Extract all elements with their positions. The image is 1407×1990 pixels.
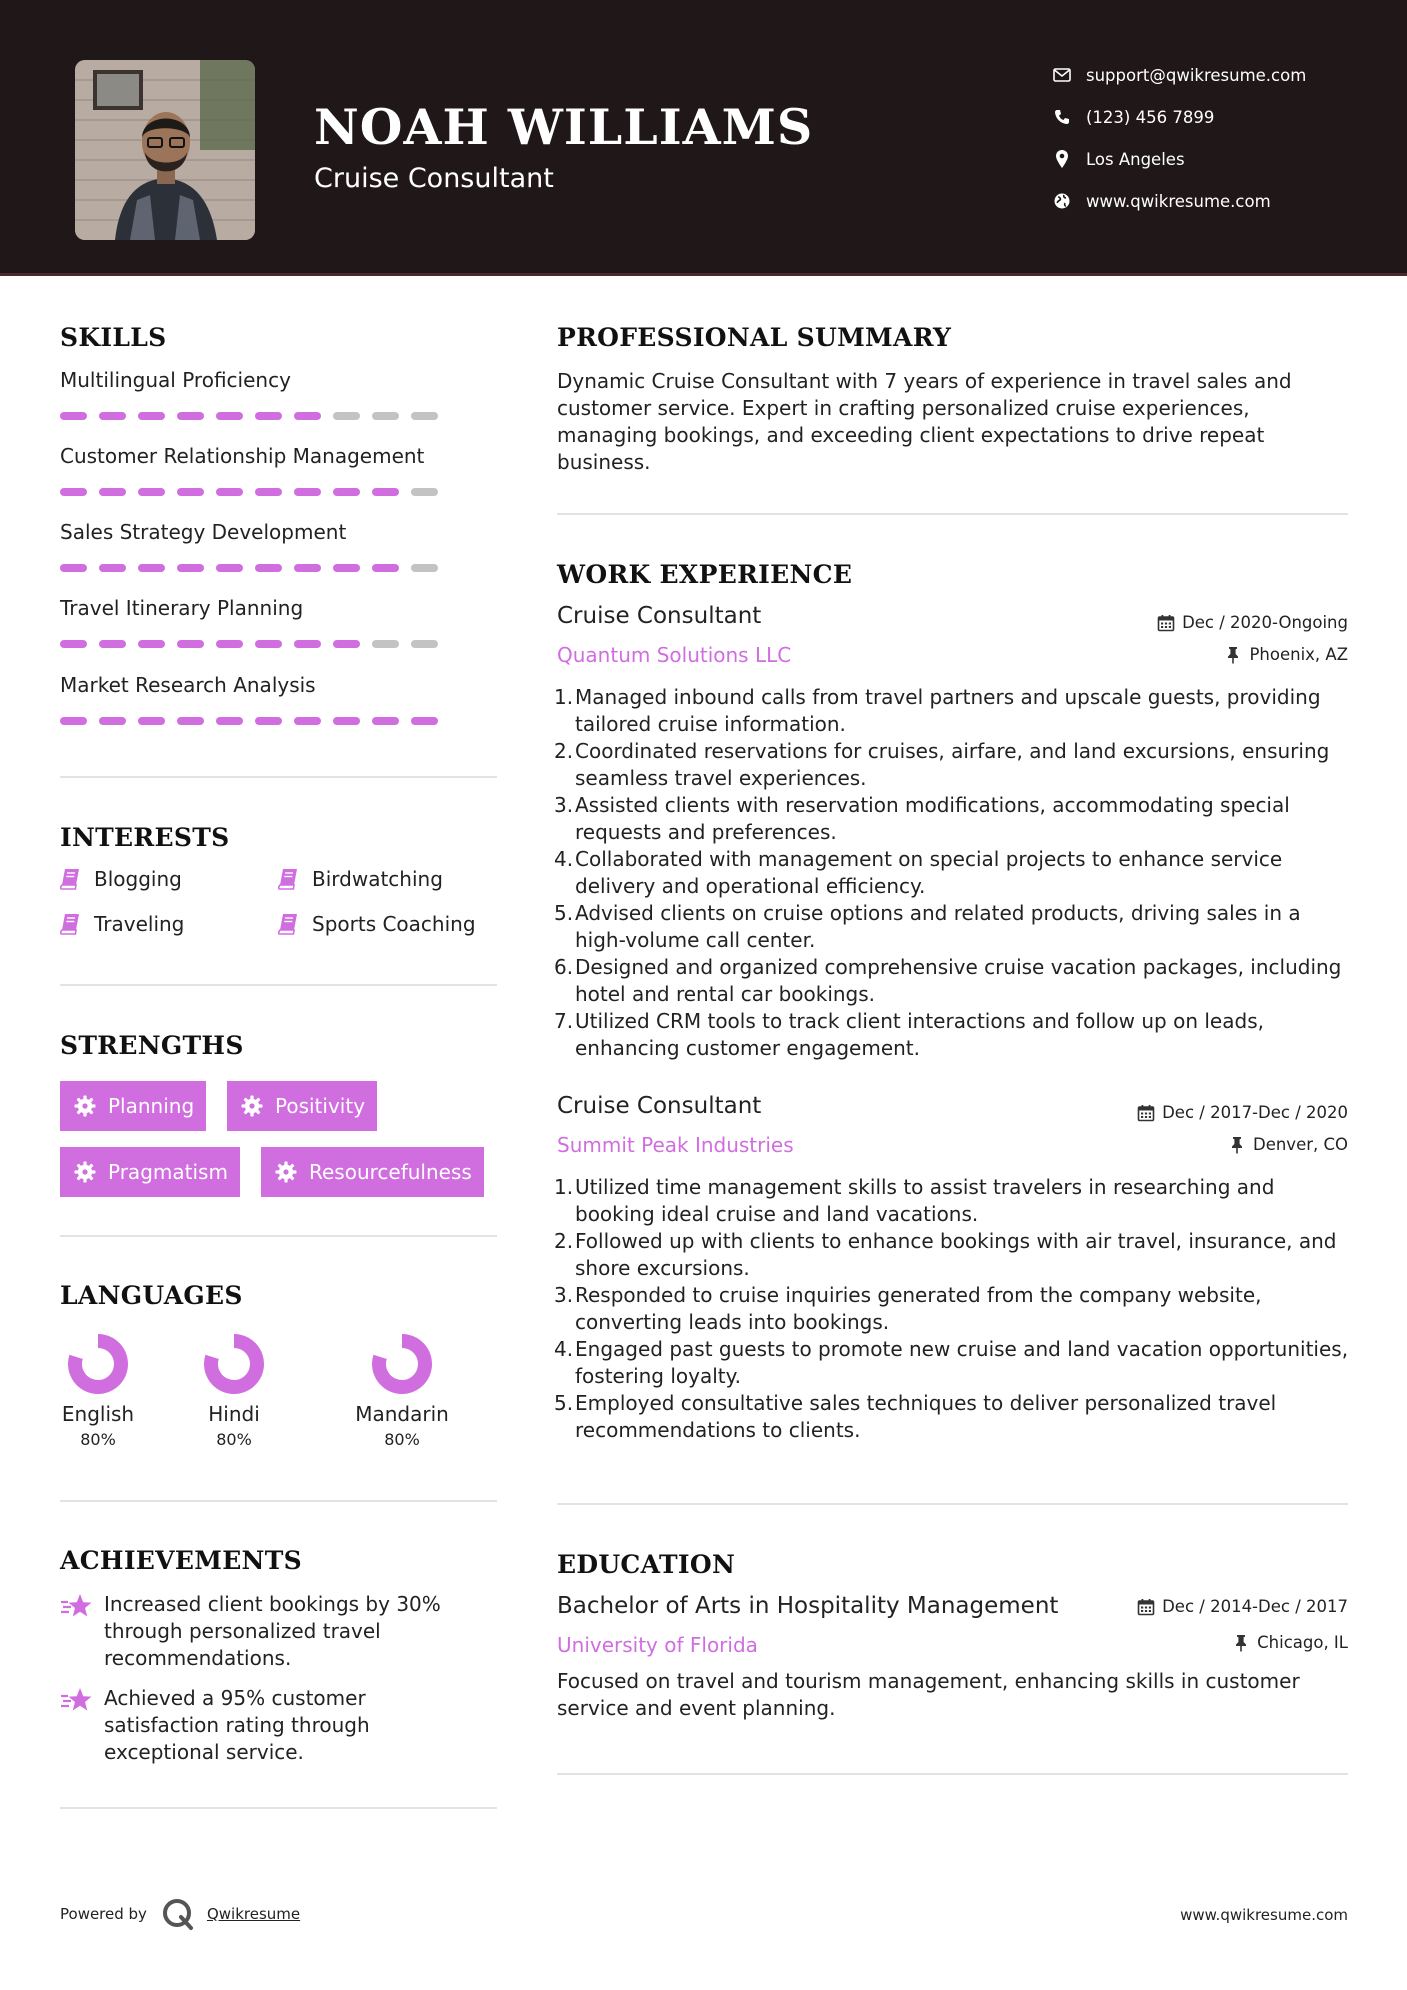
strength-chip bbox=[261, 1147, 484, 1197]
skill-dash-filled bbox=[216, 488, 243, 496]
phone-icon bbox=[1050, 107, 1074, 127]
skill-level-bar bbox=[60, 640, 480, 650]
job-company: Summit Peak Industries bbox=[557, 1133, 794, 1157]
skill-dash-filled bbox=[255, 412, 282, 420]
skill-dash-filled bbox=[216, 564, 243, 572]
interest-item bbox=[278, 912, 476, 936]
skill-label: Multilingual Proficiency bbox=[60, 368, 291, 392]
gear-icon bbox=[275, 1161, 297, 1183]
skill-dash-empty bbox=[411, 412, 438, 420]
skill-dash-filled bbox=[177, 564, 204, 572]
pushpin-icon bbox=[1224, 646, 1242, 664]
skill-dash-filled bbox=[60, 412, 87, 420]
interest-item bbox=[278, 867, 443, 891]
achievement-item bbox=[60, 1685, 480, 1766]
summary-text: Dynamic Cruise Consultant with 7 years of experience in travel sales and customer service. Expert in crafting personalized cruise experiences, managing bookings, and exceeding client expectations to drive repeat business. bbox=[557, 369, 1292, 474]
job-location-text: Phoenix, AZ bbox=[1249, 645, 1348, 664]
calendar-icon bbox=[1137, 1598, 1155, 1616]
contact-website-text: www.qwikresume.com bbox=[1086, 191, 1271, 211]
skill-dash-empty bbox=[411, 564, 438, 572]
language-name: Hindi bbox=[208, 1402, 260, 1426]
experience-heading: WORK EXPERIENCE bbox=[557, 560, 853, 589]
section-divider bbox=[60, 984, 497, 986]
gear-icon bbox=[241, 1095, 263, 1117]
skill-dash-filled bbox=[60, 564, 87, 572]
duty-item: Advised clients on cruise options and related products, driving sales in a high-volume call center. bbox=[575, 901, 1301, 952]
skill-dash-filled bbox=[216, 412, 243, 420]
skill-dash-empty bbox=[411, 488, 438, 496]
contact-email[interactable] bbox=[1050, 54, 1306, 96]
duty-item: Utilized time management skills to assist travelers in researching and booking ideal cruise and land vacations. bbox=[575, 1175, 1275, 1226]
map-pin-icon bbox=[1050, 149, 1074, 169]
skill-item bbox=[60, 444, 480, 498]
section-divider bbox=[60, 776, 497, 778]
strength-chip bbox=[227, 1081, 377, 1131]
education-school: University of Florida bbox=[557, 1633, 758, 1657]
languages-heading: LANGUAGES bbox=[60, 1281, 243, 1310]
skill-label: Customer Relationship Management bbox=[60, 444, 425, 468]
summary-heading: PROFESSIONAL SUMMARY bbox=[557, 323, 952, 352]
language-name: English bbox=[61, 1402, 135, 1426]
interest-label: Sports Coaching bbox=[312, 912, 476, 936]
skill-dash-filled bbox=[372, 488, 399, 496]
book-icon bbox=[278, 913, 298, 935]
skill-dash-filled bbox=[333, 640, 360, 648]
job-duties-list bbox=[557, 684, 1357, 1062]
pushpin-icon bbox=[1228, 1136, 1246, 1154]
job-dates bbox=[1137, 1103, 1348, 1122]
interest-label: Blogging bbox=[94, 867, 182, 891]
job-company: Quantum Solutions LLC bbox=[557, 643, 792, 667]
globe-icon bbox=[1050, 191, 1074, 211]
skill-dash-filled bbox=[333, 564, 360, 572]
footer-branding bbox=[60, 1897, 300, 1931]
skill-item bbox=[60, 596, 480, 650]
education-dates-text: Dec / 2014-Dec / 2017 bbox=[1162, 1597, 1348, 1616]
skills-heading: SKILLS bbox=[60, 323, 167, 352]
skill-dash-filled bbox=[216, 717, 243, 725]
skill-dash-filled bbox=[138, 488, 165, 496]
skill-dash-filled bbox=[99, 488, 126, 496]
pushpin-icon bbox=[1232, 1634, 1250, 1652]
skill-dash-empty bbox=[333, 412, 360, 420]
strength-label: Pragmatism bbox=[108, 1160, 228, 1184]
envelope-icon bbox=[1050, 65, 1074, 85]
education-heading: EDUCATION bbox=[557, 1550, 736, 1579]
language-item bbox=[43, 1332, 153, 1449]
candidate-name: NOAH WILLIAMS bbox=[314, 98, 814, 156]
skill-dash-filled bbox=[138, 717, 165, 725]
strength-label: Resourcefulness bbox=[309, 1160, 472, 1184]
skill-dash-filled bbox=[60, 717, 87, 725]
achievements-heading: ACHIEVEMENTS bbox=[60, 1546, 302, 1575]
duty-item: Coordinated reservations for cruises, airfare, and land excursions, ensuring seamless travel experiences. bbox=[575, 739, 1330, 790]
section-divider bbox=[557, 1503, 1348, 1505]
language-item bbox=[347, 1332, 457, 1449]
strength-label: Planning bbox=[108, 1094, 195, 1118]
language-progress-ring bbox=[202, 1332, 266, 1396]
footer-website[interactable]: www.qwikresume.com bbox=[1180, 1906, 1348, 1924]
language-name: Mandarin bbox=[355, 1402, 449, 1426]
duty-item: Employed consultative sales techniques to deliver personalized travel recommendations to clients. bbox=[575, 1391, 1277, 1442]
section-divider bbox=[557, 1773, 1348, 1775]
interests-heading: INTERESTS bbox=[60, 823, 230, 852]
language-item bbox=[179, 1332, 289, 1449]
job-location bbox=[1228, 1135, 1348, 1154]
duty-item: Responded to cruise inquiries generated from the company website, converting leads into bookings. bbox=[575, 1283, 1262, 1334]
job-dates bbox=[1157, 613, 1348, 632]
skill-dash-filled bbox=[99, 640, 126, 648]
job-location bbox=[1224, 645, 1348, 664]
education-location bbox=[1232, 1633, 1348, 1652]
skill-dash-filled bbox=[99, 717, 126, 725]
section-divider bbox=[60, 1500, 497, 1502]
contact-website[interactable] bbox=[1050, 180, 1306, 222]
skill-dash-empty bbox=[372, 640, 399, 648]
skill-item bbox=[60, 673, 480, 727]
skill-dash-filled bbox=[177, 488, 204, 496]
skill-dash-filled bbox=[60, 640, 87, 648]
skill-dash-empty bbox=[411, 640, 438, 648]
skill-dash-filled bbox=[138, 640, 165, 648]
book-icon bbox=[60, 913, 80, 935]
duty-item: Followed up with clients to enhance bookings with air travel, insurance, and shore excursions. bbox=[575, 1229, 1337, 1280]
skill-dash-filled bbox=[99, 564, 126, 572]
powered-by-text: Powered by bbox=[60, 1905, 147, 1923]
calendar-icon bbox=[1157, 614, 1175, 632]
duty-item: Engaged past guests to promote new cruise and land vacation opportunities, fostering loyalty. bbox=[575, 1337, 1349, 1388]
skill-dash-filled bbox=[294, 640, 321, 648]
education-dates bbox=[1137, 1597, 1348, 1616]
skill-dash-filled bbox=[177, 640, 204, 648]
section-divider bbox=[60, 1235, 497, 1237]
education-degree: Bachelor of Arts in Hospitality Management bbox=[557, 1593, 1059, 1619]
skill-level-bar bbox=[60, 412, 480, 422]
language-progress-ring bbox=[370, 1332, 434, 1396]
language-percent: 80% bbox=[216, 1430, 252, 1449]
job-role: Cruise Consultant bbox=[557, 1093, 762, 1119]
skill-label: Market Research Analysis bbox=[60, 673, 316, 697]
job-dates-text: Dec / 2017-Dec / 2020 bbox=[1162, 1103, 1348, 1122]
contact-phone[interactable] bbox=[1050, 96, 1306, 138]
skill-label: Sales Strategy Development bbox=[60, 520, 347, 544]
job-role: Cruise Consultant bbox=[557, 603, 762, 629]
book-icon bbox=[60, 868, 80, 890]
skill-level-bar bbox=[60, 717, 480, 727]
interest-label: Birdwatching bbox=[312, 867, 443, 891]
strengths-heading: STRENGTHS bbox=[60, 1031, 244, 1060]
section-divider bbox=[60, 1807, 497, 1809]
achievement-text: Achieved a 95% customer satisfaction rating through exceptional service. bbox=[104, 1686, 370, 1764]
qwikresume-logo-icon bbox=[161, 1897, 195, 1931]
contact-location bbox=[1050, 138, 1306, 180]
brand-link[interactable]: Qwikresume bbox=[206, 1905, 301, 1923]
skill-dash-filled bbox=[60, 488, 87, 496]
skill-dash-filled bbox=[177, 412, 204, 420]
skill-item bbox=[60, 368, 480, 422]
star-icon bbox=[60, 1687, 92, 1715]
language-percent: 80% bbox=[384, 1430, 420, 1449]
duty-item: Collaborated with management on special projects to enhance service delivery and operational efficiency. bbox=[575, 847, 1283, 898]
skill-dash-filled bbox=[255, 488, 282, 496]
skill-dash-filled bbox=[372, 717, 399, 725]
skill-dash-filled bbox=[255, 640, 282, 648]
job-duties-list bbox=[557, 1174, 1357, 1444]
skill-dash-filled bbox=[294, 488, 321, 496]
skill-dash-filled bbox=[372, 564, 399, 572]
duty-item: Assisted clients with reservation modifications, accommodating special requests and preferences. bbox=[575, 793, 1290, 844]
skill-dash-filled bbox=[99, 412, 126, 420]
contact-email-text: support@qwikresume.com bbox=[1086, 65, 1307, 85]
skill-dash-filled bbox=[411, 717, 438, 725]
skill-dash-empty bbox=[372, 412, 399, 420]
duty-item: Designed and organized comprehensive cruise vacation packages, including hotel and rental car bookings. bbox=[575, 955, 1342, 1006]
skill-item bbox=[60, 520, 480, 574]
duty-item: Managed inbound calls from travel partners and upscale guests, providing tailored cruise information. bbox=[575, 685, 1321, 736]
language-percent: 80% bbox=[80, 1430, 116, 1449]
strength-chip bbox=[60, 1081, 206, 1131]
contact-phone-text: (123) 456 7899 bbox=[1086, 107, 1215, 127]
strength-chip bbox=[60, 1147, 240, 1197]
candidate-title: Cruise Consultant bbox=[314, 163, 554, 194]
skill-dash-filled bbox=[333, 488, 360, 496]
calendar-icon bbox=[1137, 1104, 1155, 1122]
interest-item bbox=[60, 867, 182, 891]
skill-dash-filled bbox=[294, 412, 321, 420]
contact-location-text: Los Angeles bbox=[1086, 149, 1185, 169]
job-dates-text: Dec / 2020-Ongoing bbox=[1182, 613, 1348, 632]
star-icon bbox=[60, 1593, 92, 1621]
skill-label: Travel Itinerary Planning bbox=[60, 596, 304, 620]
duty-item: Utilized CRM tools to track client interactions and follow up on leads, enhancing customer engagement. bbox=[575, 1009, 1264, 1060]
profile-photo bbox=[75, 60, 255, 240]
skill-dash-filled bbox=[138, 564, 165, 572]
education-description: Focused on travel and tourism management, enhancing skills in customer service and event planning. bbox=[557, 1669, 1300, 1720]
strength-label: Positivity bbox=[275, 1094, 366, 1118]
education-location-text: Chicago, IL bbox=[1257, 1633, 1348, 1652]
job-location-text: Denver, CO bbox=[1252, 1135, 1348, 1154]
skill-dash-filled bbox=[255, 564, 282, 572]
gear-icon bbox=[74, 1095, 96, 1117]
skill-dash-filled bbox=[138, 412, 165, 420]
section-divider bbox=[557, 513, 1348, 515]
skill-level-bar bbox=[60, 488, 480, 498]
skill-dash-filled bbox=[216, 640, 243, 648]
interest-item bbox=[60, 912, 184, 936]
interest-label: Traveling bbox=[94, 912, 185, 936]
resume-header bbox=[0, 0, 1407, 276]
book-icon bbox=[278, 868, 298, 890]
skill-dash-filled bbox=[177, 717, 204, 725]
achievement-item bbox=[60, 1591, 480, 1672]
skill-level-bar bbox=[60, 564, 480, 574]
skill-dash-filled bbox=[294, 564, 321, 572]
achievement-text: Increased client bookings by 30% through personalized travel recommendations. bbox=[104, 1592, 441, 1670]
language-progress-ring bbox=[66, 1332, 130, 1396]
gear-icon bbox=[74, 1161, 96, 1183]
contact-list bbox=[1050, 54, 1306, 222]
skill-dash-filled bbox=[294, 717, 321, 725]
skill-dash-filled bbox=[255, 717, 282, 725]
skill-dash-filled bbox=[333, 717, 360, 725]
